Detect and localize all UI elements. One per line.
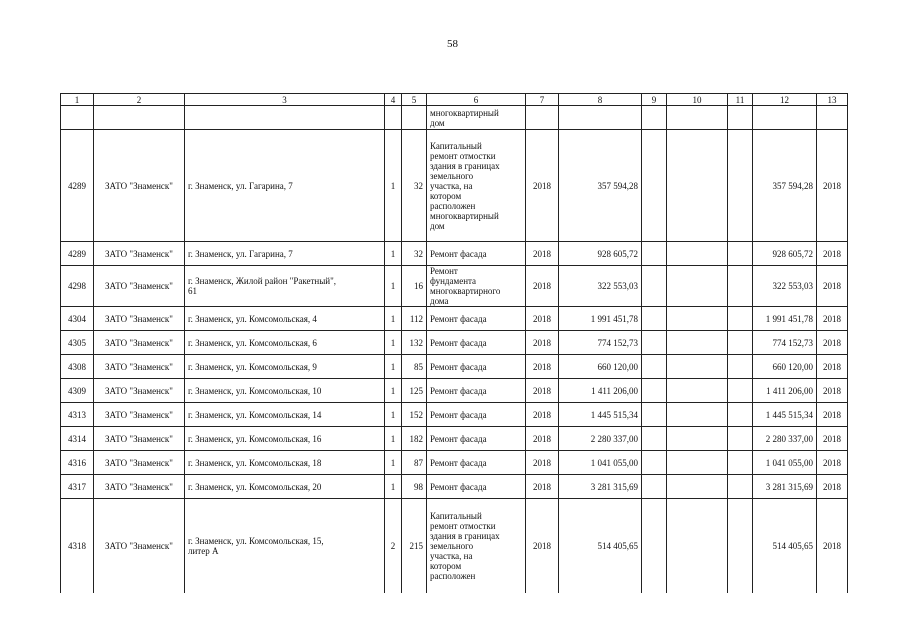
header-cell: 5 [402, 94, 427, 106]
table-cell-c4: 1 [385, 355, 402, 379]
table-cell-c9 [642, 379, 667, 403]
table-cell-c4: 1 [385, 379, 402, 403]
table-cell-c11 [728, 307, 753, 331]
table-cell-c11 [728, 427, 753, 451]
table-body [61, 94, 848, 593]
table-cell-c3: г. Знаменск, ул. Комсомольская, 4 [185, 307, 385, 331]
table-cell-c2: ЗАТО "Знаменск" [94, 130, 185, 242]
table-cell [185, 106, 385, 130]
table-cell-c4: 1 [385, 451, 402, 475]
table-cell-c7: 2018 [526, 379, 559, 403]
table-cell-c11 [728, 379, 753, 403]
table-cell-c9 [642, 242, 667, 266]
table-cell-c2: ЗАТО "Знаменск" [94, 355, 185, 379]
table-row [61, 331, 848, 355]
table-cell-c2: ЗАТО "Знаменск" [94, 331, 185, 355]
table-cell-c2: ЗАТО "Знаменск" [94, 242, 185, 266]
table-cell-c12: 1 411 206,00 [753, 379, 817, 403]
table-cell-c13: 2018 [817, 266, 848, 307]
header-cell: 4 [385, 94, 402, 106]
table-cell-c13: 2018 [817, 242, 848, 266]
table-cell-c2: ЗАТО "Знаменск" [94, 499, 185, 593]
table-cell-c10 [667, 355, 728, 379]
table-cell-c12: 660 120,00 [753, 355, 817, 379]
table-cell-c12: 2 280 337,00 [753, 427, 817, 451]
table-cell-c4: 1 [385, 307, 402, 331]
table-row [61, 242, 848, 266]
table-cell-c3: г. Знаменск, ул. Комсомольская, 18 [185, 451, 385, 475]
table-cell-c9 [642, 499, 667, 593]
table-cell-c3: г. Знаменск, ул. Комсомольская, 14 [185, 403, 385, 427]
table-cell-c5: 32 [402, 130, 427, 242]
table-cell-c1: 4308 [61, 355, 94, 379]
table-cell-c2: ЗАТО "Знаменск" [94, 427, 185, 451]
table-cell-c13: 2018 [817, 499, 848, 593]
table-cell-c9 [642, 403, 667, 427]
table-cell-c3: г. Знаменск, ул. Комсомольская, 6 [185, 331, 385, 355]
table-cell-c2: ЗАТО "Знаменск" [94, 451, 185, 475]
table-cell-c2: ЗАТО "Знаменск" [94, 266, 185, 307]
table-cell-c7: 2018 [526, 130, 559, 242]
table-cell [559, 106, 642, 130]
table-cell-c11 [728, 451, 753, 475]
table-cell-c7: 2018 [526, 427, 559, 451]
header-cell: 12 [753, 94, 817, 106]
header-cell: 6 [427, 94, 526, 106]
table-cell-c11 [728, 266, 753, 307]
header-cell: 9 [642, 94, 667, 106]
table-cell-c3: г. Знаменск, ул. Комсомольская, 10 [185, 379, 385, 403]
table-cell-c5: 152 [402, 403, 427, 427]
table-cell-c9 [642, 307, 667, 331]
table-cell-c6: Ремонт фасада [427, 427, 526, 451]
table-cell-c4: 1 [385, 403, 402, 427]
table-cell-c5: 87 [402, 451, 427, 475]
table-cell-c12: 1 991 451,78 [753, 307, 817, 331]
table-cell-c5: 16 [402, 266, 427, 307]
table-cell-c3: г. Знаменск, ул. Комсомольская, 15, литер А [185, 499, 385, 593]
table-cell-c12: 1 445 515,34 [753, 403, 817, 427]
table-cell-c7: 2018 [526, 331, 559, 355]
table-cell [526, 106, 559, 130]
table-cell-c10 [667, 403, 728, 427]
table-cell-c2: ЗАТО "Знаменск" [94, 307, 185, 331]
table-cell-c12: 1 041 055,00 [753, 451, 817, 475]
table-cell-c3: г. Знаменск, ул. Комсомольская, 20 [185, 475, 385, 499]
table-cell-c13: 2018 [817, 427, 848, 451]
table-cell-c11 [728, 242, 753, 266]
table-cell-c3: г. Знаменск, Жилой район "Ракетный", 61 [185, 266, 385, 307]
table-cell [94, 106, 185, 130]
table-cell-c6: Ремонт фасада [427, 403, 526, 427]
table-cell-c11 [728, 355, 753, 379]
table-cell-c8: 660 120,00 [559, 355, 642, 379]
table-cell [402, 106, 427, 130]
table-cell: многоквартирный дом [427, 106, 526, 130]
table-cell-c2: ЗАТО "Знаменск" [94, 475, 185, 499]
header-cell: 13 [817, 94, 848, 106]
table-cell-c9 [642, 475, 667, 499]
table-cell-c3: г. Знаменск, ул. Гагарина, 7 [185, 242, 385, 266]
table-cell-c6: Ремонт фасада [427, 379, 526, 403]
table-cell-c12: 928 605,72 [753, 242, 817, 266]
table-cell-c7: 2018 [526, 403, 559, 427]
table-cell-c7: 2018 [526, 266, 559, 307]
table-cell-c12: 322 553,03 [753, 266, 817, 307]
header-cell: 1 [61, 94, 94, 106]
table-cell-c13: 2018 [817, 130, 848, 242]
table-cell-c8: 1 445 515,34 [559, 403, 642, 427]
table-cell-c9 [642, 331, 667, 355]
table-cell-c13: 2018 [817, 355, 848, 379]
header-row [61, 94, 848, 106]
table-cell [385, 106, 402, 130]
header-cell: 11 [728, 94, 753, 106]
table-row [61, 451, 848, 475]
table-cell-c6: Ремонт фасада [427, 451, 526, 475]
table-cell [753, 106, 817, 130]
table-cell-c1: 4314 [61, 427, 94, 451]
table-cell-c12: 774 152,73 [753, 331, 817, 355]
table-cell-c6: Капитальный ремонт отмостки здания в границах земельного участка, на котором расположен [427, 499, 526, 593]
table-cell-c13: 2018 [817, 379, 848, 403]
table-cell-c10 [667, 379, 728, 403]
table-cell-c1: 4318 [61, 499, 94, 593]
table-cell-c8: 322 553,03 [559, 266, 642, 307]
table-row [61, 130, 848, 242]
table-cell-c11 [728, 475, 753, 499]
table-cell-c5: 85 [402, 355, 427, 379]
table-cell-c3: г. Знаменск, ул. Комсомольская, 16 [185, 427, 385, 451]
table-cell-c3: г. Знаменск, ул. Комсомольская, 9 [185, 355, 385, 379]
table-cell-c10 [667, 307, 728, 331]
table-cell-c9 [642, 355, 667, 379]
table-cell-c9 [642, 266, 667, 307]
table-cell-c1: 4309 [61, 379, 94, 403]
data-table [60, 93, 848, 593]
table-cell-c6: Ремонт фасада [427, 475, 526, 499]
table-cell-c7: 2018 [526, 475, 559, 499]
table-cell-c8: 3 281 315,69 [559, 475, 642, 499]
table-cell-c10 [667, 451, 728, 475]
table-cell-c1: 4289 [61, 130, 94, 242]
table-cell-c7: 2018 [526, 242, 559, 266]
table-row [61, 427, 848, 451]
table-cell-c4: 2 [385, 499, 402, 593]
header-cell: 10 [667, 94, 728, 106]
table-cell-c4: 1 [385, 331, 402, 355]
table-cell-c13: 2018 [817, 331, 848, 355]
table-cell-c5: 32 [402, 242, 427, 266]
table-row [61, 355, 848, 379]
table-cell-c10 [667, 475, 728, 499]
table-cell-c8: 928 605,72 [559, 242, 642, 266]
table-cell-c6: Ремонт фасада [427, 307, 526, 331]
table-cell [667, 106, 728, 130]
table-row [61, 499, 848, 593]
table-cell-c4: 1 [385, 266, 402, 307]
table-cell-c4: 1 [385, 475, 402, 499]
table-cell-c10 [667, 331, 728, 355]
table-cell-c11 [728, 130, 753, 242]
table-cell-c4: 1 [385, 427, 402, 451]
table-cell-c7: 2018 [526, 355, 559, 379]
table-cell-c8: 1 411 206,00 [559, 379, 642, 403]
table-cell-c8: 774 152,73 [559, 331, 642, 355]
table-row [61, 403, 848, 427]
table-cell-c5: 98 [402, 475, 427, 499]
table-cell-c1: 4317 [61, 475, 94, 499]
table-cell-c6: Ремонт фундамента многоквартирного дома [427, 266, 526, 307]
table-cell-c1: 4298 [61, 266, 94, 307]
table-cell-c8: 514 405,65 [559, 499, 642, 593]
table-cell-c1: 4313 [61, 403, 94, 427]
table-cell-c2: ЗАТО "Знаменск" [94, 379, 185, 403]
table-cell-c4: 1 [385, 130, 402, 242]
table-cell-c7: 2018 [526, 451, 559, 475]
table-row [61, 307, 848, 331]
table-cell-c10 [667, 130, 728, 242]
table-cell-c5: 215 [402, 499, 427, 593]
table-cell-c9 [642, 451, 667, 475]
continuation-row [61, 106, 848, 130]
table-cell-c5: 112 [402, 307, 427, 331]
header-cell: 2 [94, 94, 185, 106]
table-cell-c6: Ремонт фасада [427, 331, 526, 355]
table-cell-c12: 514 405,65 [753, 499, 817, 593]
table-cell-c9 [642, 427, 667, 451]
table-cell-c10 [667, 266, 728, 307]
table-cell-c5: 125 [402, 379, 427, 403]
table-cell-c13: 2018 [817, 307, 848, 331]
table-cell-c12: 357 594,28 [753, 130, 817, 242]
header-cell: 8 [559, 94, 642, 106]
table-cell-c10 [667, 427, 728, 451]
table-cell-c4: 1 [385, 242, 402, 266]
table-cell-c9 [642, 130, 667, 242]
table-cell-c2: ЗАТО "Знаменск" [94, 403, 185, 427]
table-cell-c1: 4304 [61, 307, 94, 331]
table-cell-c3: г. Знаменск, ул. Гагарина, 7 [185, 130, 385, 242]
table-cell-c6: Ремонт фасада [427, 355, 526, 379]
header-cell: 7 [526, 94, 559, 106]
table-cell-c1: 4305 [61, 331, 94, 355]
table-cell-c6: Капитальный ремонт отмостки здания в границах земельного участка, на котором расположен многоквартирный дом [427, 130, 526, 242]
table-cell-c1: 4289 [61, 242, 94, 266]
table-cell-c5: 182 [402, 427, 427, 451]
table-row [61, 266, 848, 307]
table-cell-c7: 2018 [526, 307, 559, 331]
table-cell [817, 106, 848, 130]
table-cell [61, 106, 94, 130]
table-cell-c13: 2018 [817, 403, 848, 427]
table-cell [728, 106, 753, 130]
table-cell-c8: 357 594,28 [559, 130, 642, 242]
table-cell-c10 [667, 499, 728, 593]
table-cell-c12: 3 281 315,69 [753, 475, 817, 499]
table-cell-c6: Ремонт фасада [427, 242, 526, 266]
table-cell-c11 [728, 403, 753, 427]
table-cell-c13: 2018 [817, 451, 848, 475]
table-cell-c1: 4316 [61, 451, 94, 475]
header-cell: 3 [185, 94, 385, 106]
table-cell-c7: 2018 [526, 499, 559, 593]
table-cell [642, 106, 667, 130]
table-cell-c8: 1 041 055,00 [559, 451, 642, 475]
table-cell-c8: 1 991 451,78 [559, 307, 642, 331]
table-row [61, 475, 848, 499]
table-cell-c10 [667, 242, 728, 266]
table-cell-c11 [728, 499, 753, 593]
table-cell-c13: 2018 [817, 475, 848, 499]
table-row [61, 379, 848, 403]
table-cell-c11 [728, 331, 753, 355]
table-cell-c5: 132 [402, 331, 427, 355]
page-number: 58 [447, 38, 458, 50]
table-cell-c8: 2 280 337,00 [559, 427, 642, 451]
